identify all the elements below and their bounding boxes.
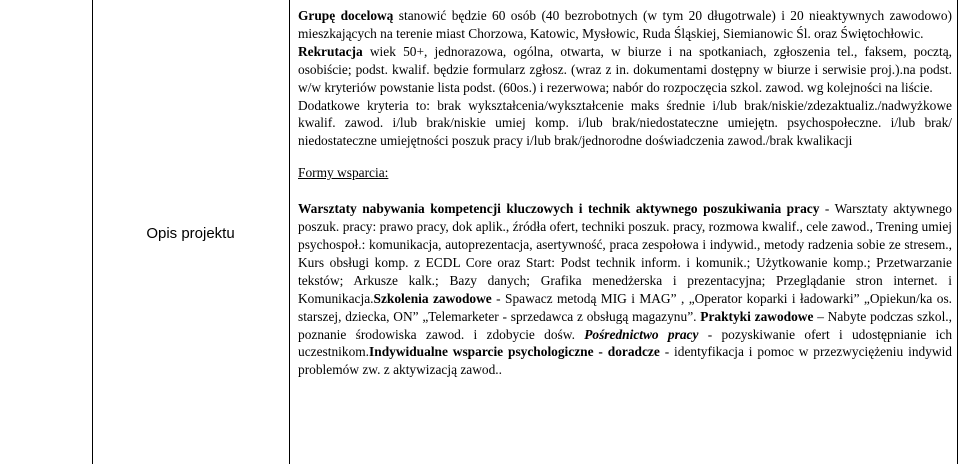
job-placement-text: - pozyskiwanie ofert i udostępnianie ich uczestnikom. [298, 326, 953, 360]
project-description-cell [298, 7, 952, 379]
recruitment-label: Rekrutacja [298, 43, 363, 59]
target-group-paragraph [298, 7, 952, 43]
spacer [298, 182, 952, 200]
table-border-right [957, 0, 958, 464]
workshops-label: Warsztaty nabywania kompetencji kluczowych i technik aktywnego poszukiwania pracy [298, 201, 820, 217]
internships-text: – Nabyte podczas szkol., poznanie środowiska zawod. i zdobycie dośw. [298, 308, 952, 342]
row-label-cell [92, 0, 289, 464]
recruitment-text: wiek 50+, jednorazowa, ogólna, otwarta, w biurze i na spotkaniach, zgłoszenia tel., faksem, pocztą, osobiście; podst. kwalif. będzie formularz zgłosz. (wraz z in. dokumentami dostępny w biurze i serwisie proj.).na podst. w/w kryteriów powstanie lista podst. (60os.) i rezerwowa; nabór do rozpoczęcia szkol. zawod. wg kolejności na liście. [298, 43, 952, 95]
target-group-label: Grupę docelową [298, 8, 394, 23]
forms-of-support-heading [298, 164, 952, 182]
spacer [298, 150, 952, 164]
row-label: Opis projektu [146, 224, 235, 242]
vocational-training-text: - Spawacz metodą MIG i MAG” , „Operator koparki i ładowarki” „Opiekun/ka os. starszej, dziecka, ON” „Telemarketer - sprzedawca z obsługą magazynu”. [298, 290, 953, 324]
workshops-text: - Warsztaty aktywnego poszuk. pracy: prawo pracy, dok aplik., źródła ofert, techniki poszuk. pracy, rozmowa kwalif., cele zawod., Trening umiej psychospoł.: komunikacja, autoprezentacja, asertywność, praca zespołowa i indywid., metody radzenia sobie ze stresem., Kurs obsługi komp. z ECDL Core oraz Start: Podst technik inform. i komunik.; Użytkowanie komp.; Przetwarzanie tekstów; Arkusze kalk.; Bazy danych; Grafika menedżerska i prezentacyjna; Przeglądanie stron internet. i Komunikacja. [298, 201, 952, 306]
forms-heading-text: Formy wsparcia: [298, 165, 389, 181]
job-placement-label: Pośrednictwo pracy [584, 326, 699, 342]
psychological-support-label: Indywidualne wsparcie psychologiczne - doradcze [369, 344, 660, 360]
support-forms-paragraph [298, 200, 952, 379]
psychological-support-text: - identyfikacja i pomoc w przezwyciężeniu indywid problemów zw. z aktywizacją zawod.. [298, 344, 952, 378]
recruitment-paragraph [298, 43, 952, 97]
internships-label: Praktyki zawodowe [700, 308, 814, 324]
additional-criteria-paragraph: Dodatkowe kryteria to: brak wykształcenia/wykształcenie maks średnie i/lub brak/niskie/zdezaktualiz./nadwyżkowe kwalif. zawod. i/lub brak/niskie umiej komp. i/lub brak/niedostateczne umiejętn. psychospołeczne. i/lub brak/ niedostateczne umiejętności poszuk pracy i/lub brak/jednorodne doświadczenia zawod./brak kwalikacji [298, 97, 952, 149]
vocational-training-label: Szkolenia zawodowe [373, 290, 492, 306]
table-border-middle [289, 0, 290, 464]
target-group-text: stanowić będzie 60 osób (40 bezrobotnych (w tym 20 długotrwale) i 20 nieaktywnych zawodowo) mieszkających na terenie miast Chorzowa, Katowic, Mysłowic, Ruda Śląskiej, Siemianowic Śl. oraz Świętochłowic. [298, 8, 952, 41]
